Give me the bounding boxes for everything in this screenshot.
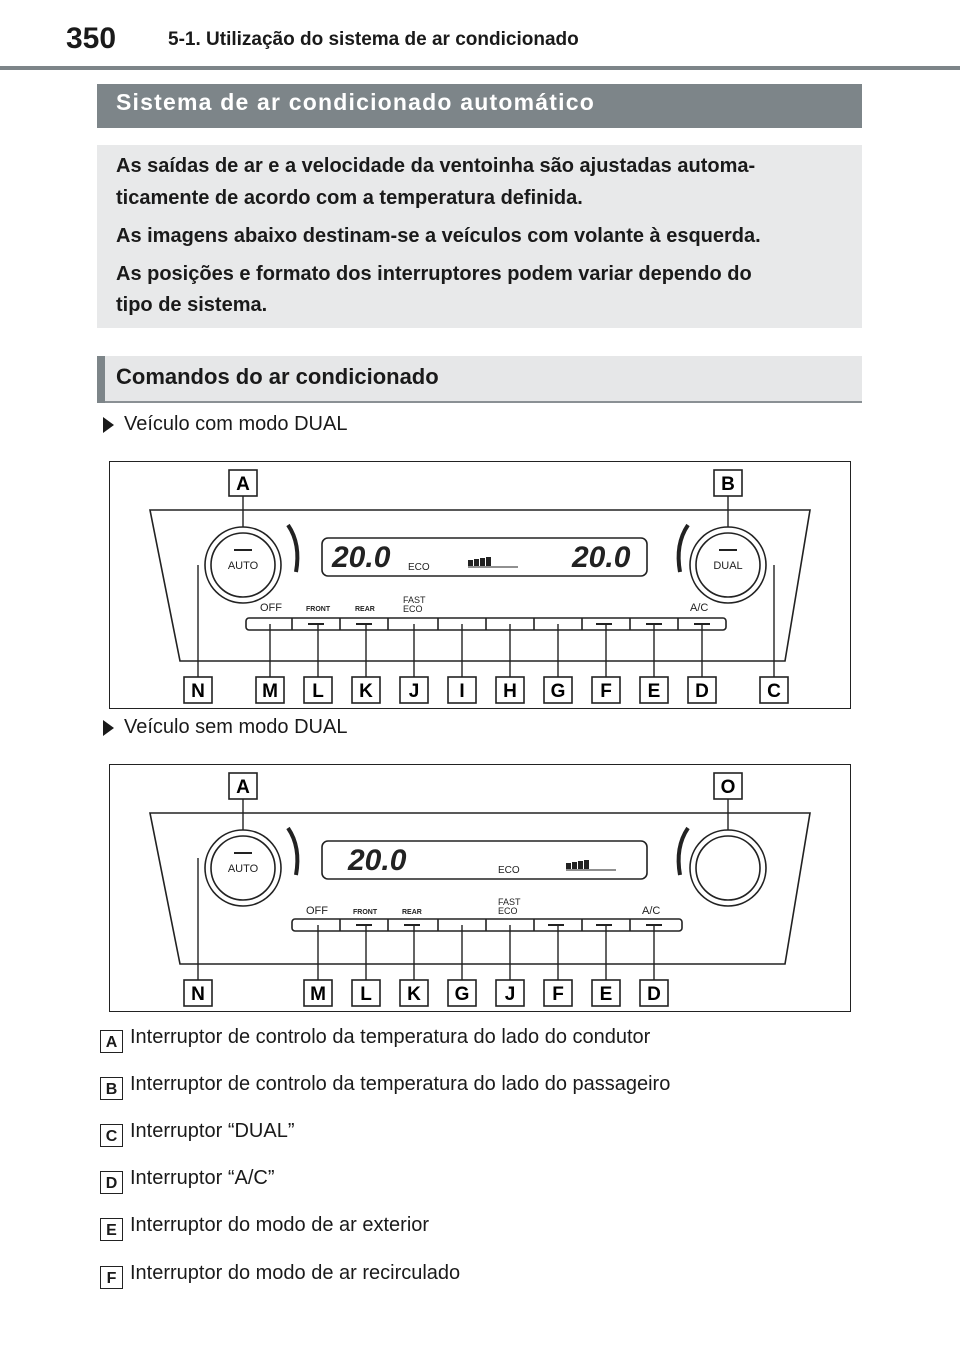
svg-text:K: K (407, 984, 421, 1005)
page-number: 350 (66, 22, 117, 55)
subsection-title: Comandos do ar condicionado (116, 364, 439, 389)
intro-line-5: tipo de sistema. (116, 294, 268, 316)
callout-o (714, 773, 742, 799)
right-bracket (679, 828, 688, 875)
callout-b (714, 470, 742, 496)
ac-label: A/C (690, 602, 709, 614)
legend-text-c: Interruptor “DUAL” (130, 1120, 295, 1142)
callout-g (448, 980, 476, 1006)
callout-m (256, 677, 284, 703)
front-label: FRONT (353, 909, 378, 916)
callout-k (400, 980, 428, 1006)
off-label: OFF (306, 905, 328, 917)
fast-eco-label: ECO (498, 906, 518, 916)
fan-level-bars-icon (468, 557, 491, 566)
callout-j (400, 677, 428, 703)
callout-d (640, 980, 668, 1006)
svg-text:A: A (236, 474, 250, 495)
legend-key-d: D (100, 1171, 123, 1194)
legend-text-b: Interruptor de controlo da temperatura do lado do passageiro (130, 1073, 671, 1095)
left-bracket (288, 828, 297, 875)
legend-key-c: C (100, 1124, 123, 1147)
header-rule (0, 66, 960, 70)
svg-text:N: N (191, 681, 205, 702)
rear-label: REAR (402, 909, 422, 916)
subsection-accent (97, 356, 105, 403)
auto-knob-label: AUTO (227, 560, 259, 572)
svg-text:J: J (504, 984, 516, 1005)
fan-level-bars-icon (566, 860, 589, 869)
legend-key-a: A (100, 1030, 123, 1053)
callout-g (544, 677, 572, 703)
right-knob-inner (696, 836, 760, 900)
svg-text:E: E (647, 681, 661, 702)
temp-readout: 20.0 (348, 844, 407, 877)
fast-label: FAST (403, 595, 426, 605)
ac-label: A/C (642, 905, 661, 917)
svg-text:N: N (191, 984, 205, 1005)
off-label: OFF (260, 602, 282, 614)
front-label: FRONT (306, 606, 331, 613)
svg-text:K: K (359, 681, 373, 702)
callout-i (448, 677, 476, 703)
svg-text:L: L (360, 984, 372, 1005)
left-temp-readout: 20.0 (332, 541, 391, 574)
dual-knob-label: DUAL (713, 560, 743, 572)
svg-text:H: H (503, 681, 517, 702)
chapter-title: 5-1. Utilização do sistema de ar condicionado (168, 29, 579, 50)
callout-l (352, 980, 380, 1006)
callout-j (496, 980, 524, 1006)
callout-m (304, 980, 332, 1006)
eco-indicator: ECO (498, 865, 520, 876)
callout-d (688, 677, 716, 703)
callout-h (496, 677, 524, 703)
callout-f (544, 980, 572, 1006)
svg-text:O: O (720, 777, 736, 798)
callout-n (184, 677, 212, 703)
callout-c (760, 677, 788, 703)
auto-knob-label: AUTO (227, 863, 259, 875)
svg-text:C: C (767, 681, 781, 702)
fast-label: FAST (498, 897, 521, 907)
legend-text-d: Interruptor “A/C” (130, 1167, 275, 1189)
legend-key-f: F (100, 1266, 123, 1289)
callout-a (229, 773, 257, 799)
svg-text:I: I (459, 681, 465, 702)
panel-outline (150, 510, 810, 661)
figure1-caption: Veículo com modo DUAL (124, 413, 348, 435)
svg-text:M: M (310, 984, 326, 1005)
intro-line-4: As posições e formato dos interruptores podem variar dependo do (116, 263, 752, 285)
callout-e (640, 677, 668, 703)
callout-n (184, 980, 212, 1006)
svg-text:F: F (552, 984, 564, 1005)
svg-text:D: D (695, 681, 709, 702)
right-temp-readout: 20.0 (572, 541, 631, 574)
eco-indicator: ECO (408, 562, 430, 573)
rear-label: REAR (355, 606, 375, 613)
legend-key-b: B (100, 1077, 123, 1100)
legend-text-e: Interruptor do modo de ar exterior (130, 1214, 430, 1236)
svg-text:M: M (262, 681, 278, 702)
section-title: Sistema de ar condicionado automático (116, 89, 595, 115)
callout-e (592, 980, 620, 1006)
right-bracket (679, 525, 688, 572)
legend-text-a: Interruptor de controlo da temperatura do lado do condutor (130, 1026, 651, 1048)
right-knob-outer (690, 830, 766, 906)
button-strip (292, 919, 682, 931)
left-bracket (288, 525, 297, 572)
figure1-frame (109, 461, 851, 709)
panel-outline (150, 813, 810, 964)
svg-text:G: G (550, 681, 566, 702)
figure1-callout-lines (198, 496, 774, 677)
svg-text:B: B (721, 474, 735, 495)
figure2-diagram (110, 765, 850, 1011)
bullet-arrow-icon (103, 720, 114, 736)
callout-f (592, 677, 620, 703)
svg-text:G: G (454, 984, 470, 1005)
intro-line-2: ticamente de acordo com a temperatura definida. (116, 187, 583, 209)
callout-k (352, 677, 380, 703)
intro-line-1: As saídas de ar e a velocidade da ventoinha são ajustadas automa- (116, 155, 756, 177)
svg-text:D: D (647, 984, 661, 1005)
figure1-diagram (110, 462, 850, 708)
svg-text:J: J (408, 681, 420, 702)
legend-text-f: Interruptor do modo de ar recirculado (130, 1262, 461, 1284)
figure2-callout-lines (198, 799, 728, 980)
svg-text:A: A (236, 777, 250, 798)
legend-key-e: E (100, 1218, 123, 1241)
fast-eco-label: ECO (403, 604, 423, 614)
svg-text:L: L (312, 681, 324, 702)
intro-line-3: As imagens abaixo destinam-se a veículos com volante à esquerda. (116, 225, 761, 247)
svg-text:F: F (600, 681, 612, 702)
svg-text:E: E (599, 984, 613, 1005)
callout-l (304, 677, 332, 703)
bullet-arrow-icon (103, 417, 114, 433)
figure2-caption: Veículo sem modo DUAL (124, 716, 348, 738)
figure2-frame (109, 764, 851, 1012)
callout-a (229, 470, 257, 496)
